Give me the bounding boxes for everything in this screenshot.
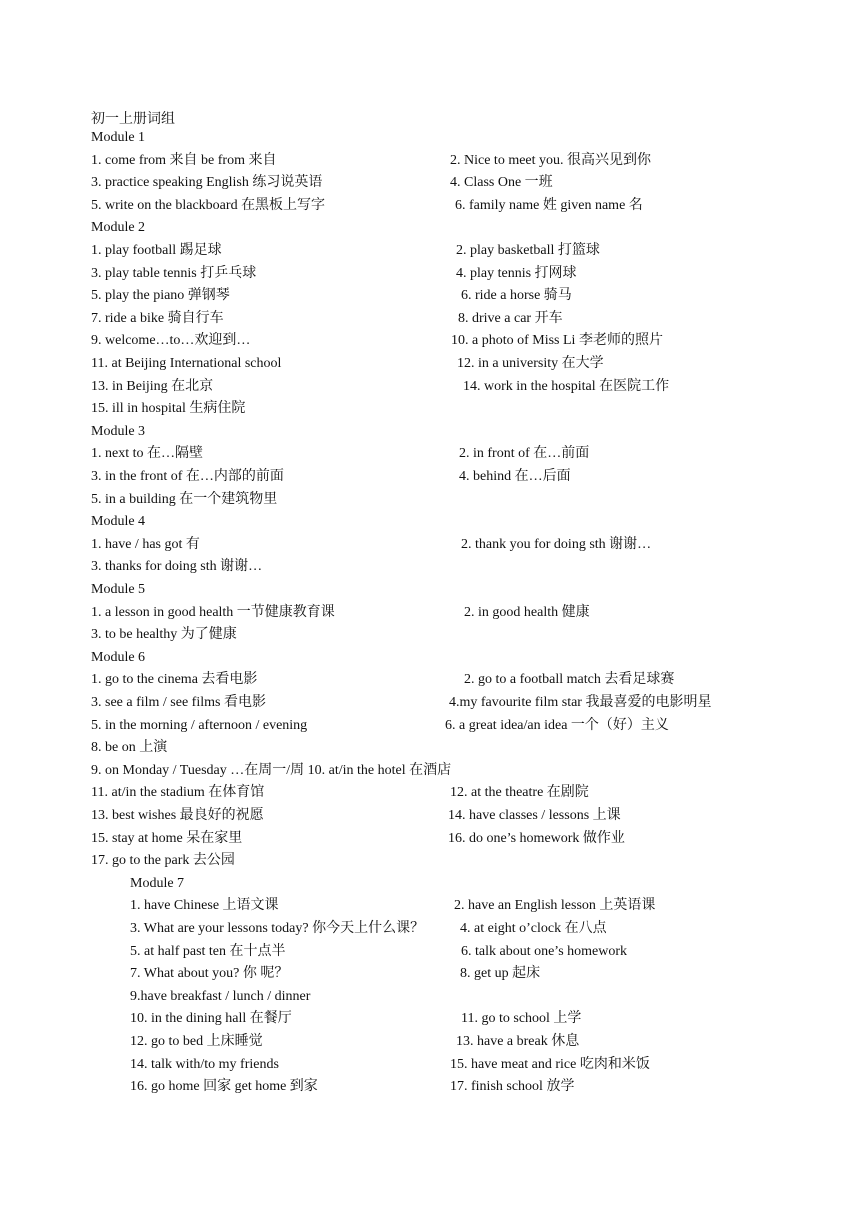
phrase-right: 2. play basketball 打篮球	[456, 243, 600, 258]
phrase-right: 4. at eight o’clock 在八点	[460, 921, 607, 936]
phrase-right: 4. behind 在…后面	[459, 469, 571, 484]
module-heading: Module 3	[91, 423, 146, 439]
phrase-left: 1. come from 来自 be from 来自	[91, 152, 277, 168]
phrase-right: 6. talk about one’s homework	[461, 943, 628, 959]
phrase-left: 3. to be healthy 为了健康	[91, 627, 237, 643]
phrase-left: 13. in Beijing 在北京	[91, 378, 214, 394]
phrase-left: 1. a lesson in good health 一节健康教育课	[91, 604, 335, 620]
phrase-left: 5. at half past ten 在十点半	[130, 943, 286, 959]
phrase-right: 13. have a break 休息	[456, 1034, 580, 1049]
phrase-right: 2. in front of 在…前面	[459, 446, 590, 462]
phrase-left: 16. go home 回家 get home 到家	[130, 1079, 318, 1095]
phrase-right: 8. drive a car 开车	[458, 310, 563, 326]
phrase-right: 6. ride a horse 骑马	[461, 288, 572, 304]
phrase-right: 2. have an English lesson 上英语课	[454, 898, 656, 914]
phrase-left: 11. at Beijing International school	[91, 356, 282, 371]
phrase-right: 14. have classes / lessons 上课	[448, 808, 621, 823]
page-title: 初一上册词组	[91, 112, 175, 127]
phrase-left: 7. ride a bike 骑自行车	[91, 310, 224, 326]
phrase-right: 12. at the theatre 在剧院	[450, 785, 589, 801]
phrase-left: 1. next to 在…隔壁	[91, 446, 203, 462]
phrase-right: 4. Class One 一班	[450, 175, 553, 191]
phrase-left: 3. see a film / see films 看电影	[91, 695, 266, 710]
phrase-left: 17. go to the park 去公园	[91, 853, 235, 869]
phrase-left: 3. What are your lessons today? 你今天上什么课？	[130, 921, 425, 936]
phrase-right: 2. thank you for doing sth 谢谢…	[461, 536, 652, 552]
phrase-left: 9.have breakfast / lunch / dinner	[130, 988, 311, 1004]
phrase-left: 1. play football 踢足球	[91, 243, 222, 258]
phrase-right: 2. go to a football match 去看足球赛	[464, 672, 675, 688]
module-heading: Module 2	[91, 220, 146, 236]
phrase-left: 10. in the dining hall 在餐厅	[130, 1011, 292, 1027]
module-heading: Module 5	[91, 582, 146, 597]
phrase-left: 9. welcome…to…欢迎到…	[91, 333, 251, 349]
phrase-left: 5. play the piano 弹钢琴	[91, 288, 230, 304]
phrase-left: 13. best wishes 最良好的祝愿	[91, 808, 264, 823]
phrase-left: 5. write on the blackboard 在黑板上写字	[91, 197, 326, 213]
phrase-right: 2. Nice to meet you. 很高兴见到你	[450, 152, 652, 168]
phrase-left: 3. thanks for doing sth 谢谢…	[91, 559, 263, 575]
phrase-right: 2. in good health 健康	[464, 604, 590, 620]
phrase-left: 1. have Chinese 上语文课	[130, 898, 279, 914]
phrase-left: 8. be on 上演	[91, 740, 168, 756]
phrase-left: 12. go to bed 上床睡觉	[130, 1034, 263, 1049]
phrase-right: 4. play tennis 打网球	[456, 265, 577, 281]
module-heading: Module 7	[130, 875, 185, 891]
phrase-right: 11. go to school 上学	[461, 1011, 582, 1027]
module-heading: Module 6	[91, 649, 146, 665]
phrase-right: 14. work in the hospital 在医院工作	[463, 378, 670, 394]
phrase-right: 12. in a university 在大学	[457, 356, 604, 371]
phrase-right: 6. family name 姓 given name 名	[455, 197, 643, 213]
phrase-left: 9. on Monday / Tuesday …在周一/周 10. at/in the hotel 在酒店	[91, 762, 452, 778]
phrase-right: 16. do one’s homework 做作业	[448, 830, 625, 846]
phrase-left: 5. in the morning / afternoon / evening	[91, 717, 308, 733]
module-heading: Module 4	[91, 514, 146, 530]
phrase-right: 17. finish school 放学	[450, 1079, 575, 1095]
phrase-right: 8. get up 起床	[460, 966, 541, 982]
phrase-left: 7. What about you? 你 呢？	[130, 966, 289, 982]
phrase-right: 6. a great idea/an idea 一个（好）主义	[445, 717, 669, 733]
phrase-left: 15. ill in hospital 生病住院	[91, 401, 246, 417]
phrase-left: 15. stay at home 呆在家里	[91, 830, 243, 846]
phrase-left: 14. talk with/to my friends	[130, 1056, 279, 1072]
phrase-right: 15. have meat and rice 吃肉和米饭	[450, 1056, 650, 1072]
phrase-left: 1. go to the cinema 去看电影	[91, 672, 258, 688]
phrase-right: 4.my favourite film star 我最喜爱的电影明星	[449, 695, 712, 710]
phrase-left: 5. in a building 在一个建筑物里	[91, 491, 278, 507]
module-heading: Module 1	[91, 130, 146, 145]
phrase-right: 10. a photo of Miss Li 李老师的照片	[451, 333, 663, 349]
phrase-left: 11. at/in the stadium 在体育馆	[91, 785, 265, 801]
phrase-left: 3. practice speaking English 练习说英语	[91, 175, 323, 191]
phrase-left: 1. have / has got 有	[91, 536, 200, 552]
phrase-left: 3. in the front of 在…内部的前面	[91, 469, 284, 484]
phrase-left: 3. play table tennis 打乒乓球	[91, 265, 257, 281]
